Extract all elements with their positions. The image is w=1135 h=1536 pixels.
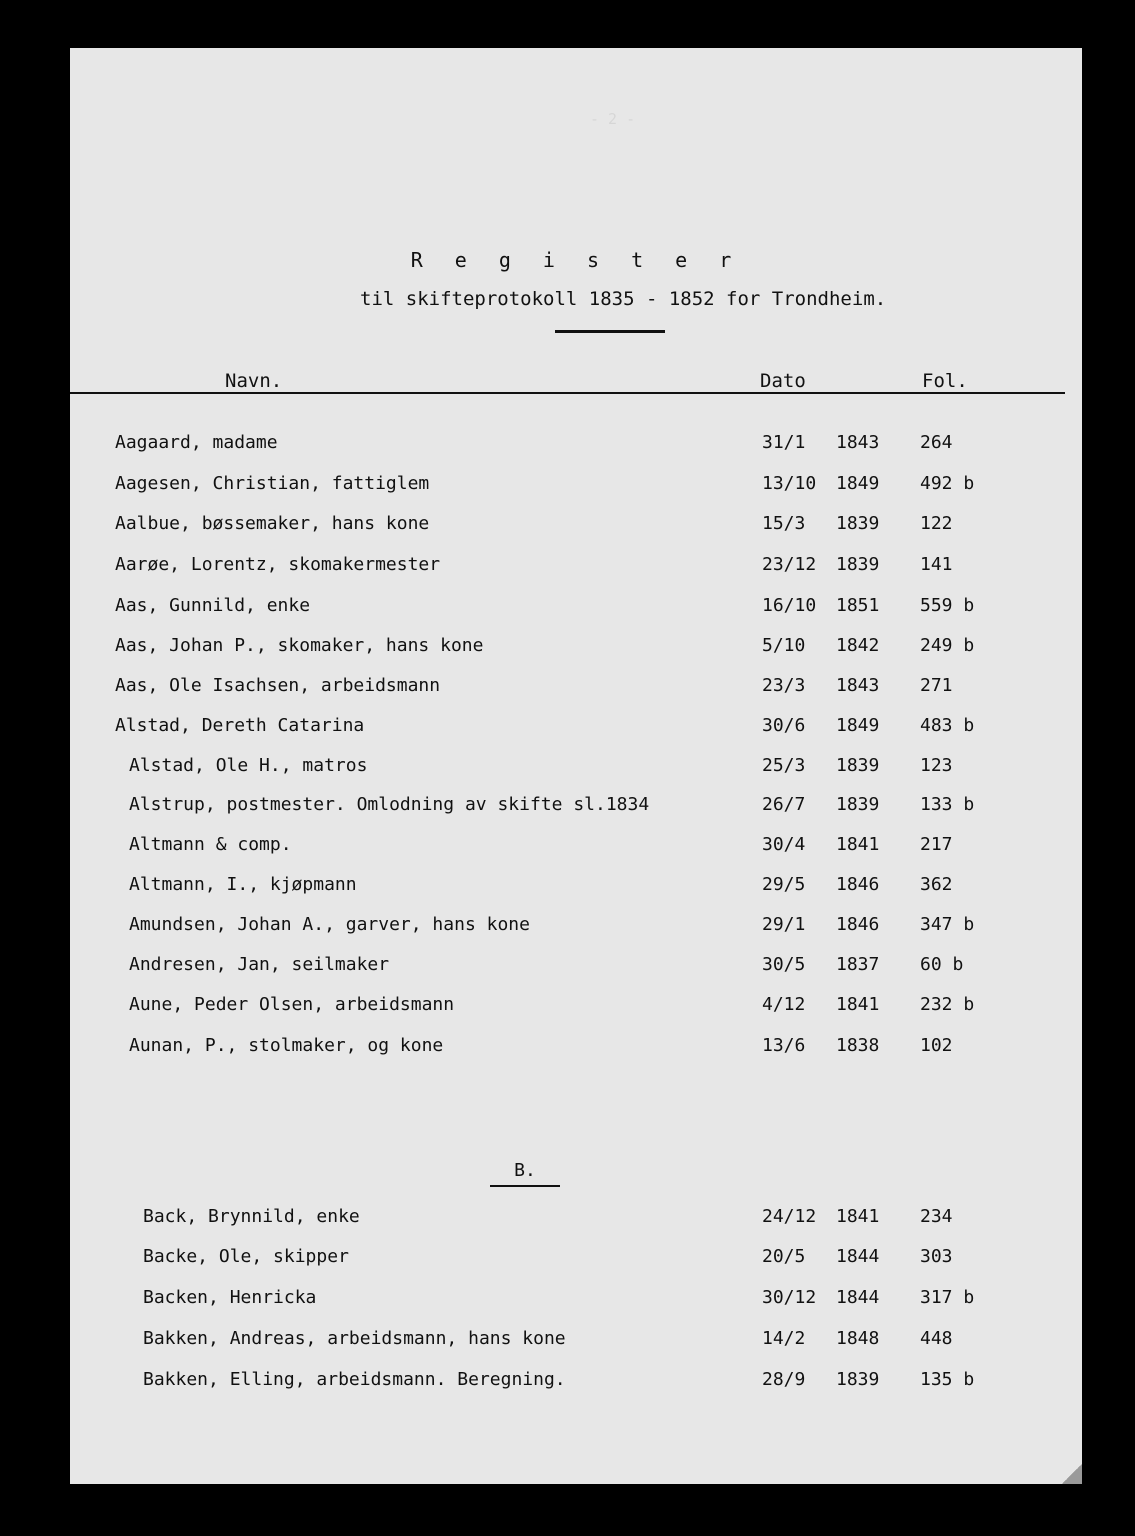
entry-year: 1842 [836,635,880,656]
entry-date: 31/1 [762,432,806,453]
entry-fol: 102 [920,1035,953,1056]
entry-fol: 123 [920,755,953,776]
entry-year: 1839 [836,513,880,534]
list-item [70,874,1082,900]
entry-name: Altmann & comp. [129,834,292,855]
column-header-name: Navn. [225,370,283,392]
entry-date: 29/5 [762,874,806,895]
list-item [70,1035,1082,1061]
list-item [70,715,1082,741]
entry-year: 1837 [836,954,880,975]
entry-year: 1839 [836,755,880,776]
list-item [70,595,1082,621]
list-item [70,755,1082,781]
list-item [70,473,1082,499]
entry-fol: 133 b [920,794,975,815]
list-item [70,834,1082,860]
entry-year: 1839 [836,794,880,815]
entry-date: 13/6 [762,1035,806,1056]
entry-year: 1849 [836,473,880,494]
entry-fol: 271 [920,675,953,696]
entry-year: 1846 [836,874,880,895]
entry-year: 1841 [836,1206,880,1227]
list-item [70,513,1082,539]
page-marker: - 2 - [590,110,636,128]
entry-fol: 448 [920,1328,953,1349]
entry-date: 14/2 [762,1328,806,1349]
entry-name: Alstad, Ole H., matros [129,755,368,776]
entry-date: 30/4 [762,834,806,855]
entry-fol: 122 [920,513,953,534]
entry-name: Backen, Henricka [143,1287,317,1308]
list-item [70,914,1082,940]
entry-year: 1841 [836,994,880,1015]
page-corner-fold [1062,1464,1082,1484]
list-item [70,954,1082,980]
entry-date: 29/1 [762,914,806,935]
entry-fol: 483 b [920,715,975,736]
entry-year: 1839 [836,554,880,575]
entry-date: 25/3 [762,755,806,776]
entry-fol: 317 b [920,1287,975,1308]
page-subtitle: til skifteprotokoll 1835 - 1852 for Trondheim. [360,288,887,310]
entry-date: 15/3 [762,513,806,534]
entry-year: 1843 [836,432,880,453]
entry-fol: 264 [920,432,953,453]
list-item [70,1369,1082,1395]
entry-year: 1849 [836,715,880,736]
entry-date: 24/12 [762,1206,817,1227]
list-item [70,1206,1082,1232]
entry-name: Andresen, Jan, seilmaker [129,954,390,975]
list-item [70,554,1082,580]
entry-date: 30/5 [762,954,806,975]
entry-year: 1846 [836,914,880,935]
entry-date: 13/10 [762,473,817,494]
page-title: R e g i s t e r [410,248,742,272]
list-item [70,635,1082,661]
entry-name: Aagesen, Christian, fattiglem [115,473,430,494]
entry-fol: 135 b [920,1369,975,1390]
list-item [70,1246,1082,1272]
entry-fol: 217 [920,834,953,855]
entry-name: Alstad, Dereth Catarina [115,715,365,736]
entry-name: Aas, Gunnild, enke [115,595,311,616]
entry-name: Aagaard, madame [115,432,278,453]
entry-year: 1844 [836,1246,880,1267]
entry-name: Bakken, Andreas, arbeidsmann, hans kone [143,1328,566,1349]
list-item [70,432,1082,458]
list-item [70,1287,1082,1313]
column-header-dato: Dato [760,370,806,392]
entry-year: 1848 [836,1328,880,1349]
entry-date: 28/9 [762,1369,806,1390]
entry-name: Aarøe, Lorentz, skomakermester [115,554,441,575]
entry-date: 5/10 [762,635,806,656]
entry-fol: 232 b [920,994,975,1015]
entry-name: Aune, Peder Olsen, arbeidsmann [129,994,455,1015]
entry-fol: 492 b [920,473,975,494]
entry-year: 1839 [836,1369,880,1390]
entry-name: Bakken, Elling, arbeidsmann. Beregning. [143,1369,566,1390]
entry-date: 23/3 [762,675,806,696]
entry-date: 16/10 [762,595,817,616]
entry-date: 30/12 [762,1287,817,1308]
column-header-fol: Fol. [922,370,968,392]
entry-name: Aunan, P., stolmaker, og kone [129,1035,444,1056]
list-item [70,994,1082,1020]
entry-fol: 559 b [920,595,975,616]
entry-name: Aalbue, bøssemaker, hans kone [115,513,430,534]
entry-date: 20/5 [762,1246,806,1267]
entry-name: Amundsen, Johan A., garver, hans kone [129,914,530,935]
entry-fol: 234 [920,1206,953,1227]
list-item [70,1328,1082,1354]
entry-fol: 303 [920,1246,953,1267]
list-item [70,675,1082,701]
entry-name: Alstrup, postmester. Omlodning av skifte sl.1834 [129,794,650,815]
entry-date: 4/12 [762,994,806,1015]
document-page [70,48,1082,1484]
title-underline [555,330,665,333]
entry-date: 30/6 [762,715,806,736]
entry-name: Aas, Johan P., skomaker, hans kone [115,635,484,656]
entry-fol: 347 b [920,914,975,935]
section-b-heading: B. [490,1160,560,1187]
entry-date: 26/7 [762,794,806,815]
entry-name: Backe, Ole, skipper [143,1246,349,1267]
list-item [70,794,1082,820]
entry-fol: 249 b [920,635,975,656]
entry-date: 23/12 [762,554,817,575]
entry-year: 1841 [836,834,880,855]
entry-name: Back, Brynnild, enke [143,1206,360,1227]
entry-year: 1843 [836,675,880,696]
entry-year: 1844 [836,1287,880,1308]
entry-name: Aas, Ole Isachsen, arbeidsmann [115,675,441,696]
header-rule [70,392,1065,394]
entry-fol: 60 b [920,954,964,975]
entry-year: 1851 [836,595,880,616]
entry-fol: 362 [920,874,953,895]
entry-year: 1838 [836,1035,880,1056]
entry-fol: 141 [920,554,953,575]
entry-name: Altmann, I., kjøpmann [129,874,357,895]
